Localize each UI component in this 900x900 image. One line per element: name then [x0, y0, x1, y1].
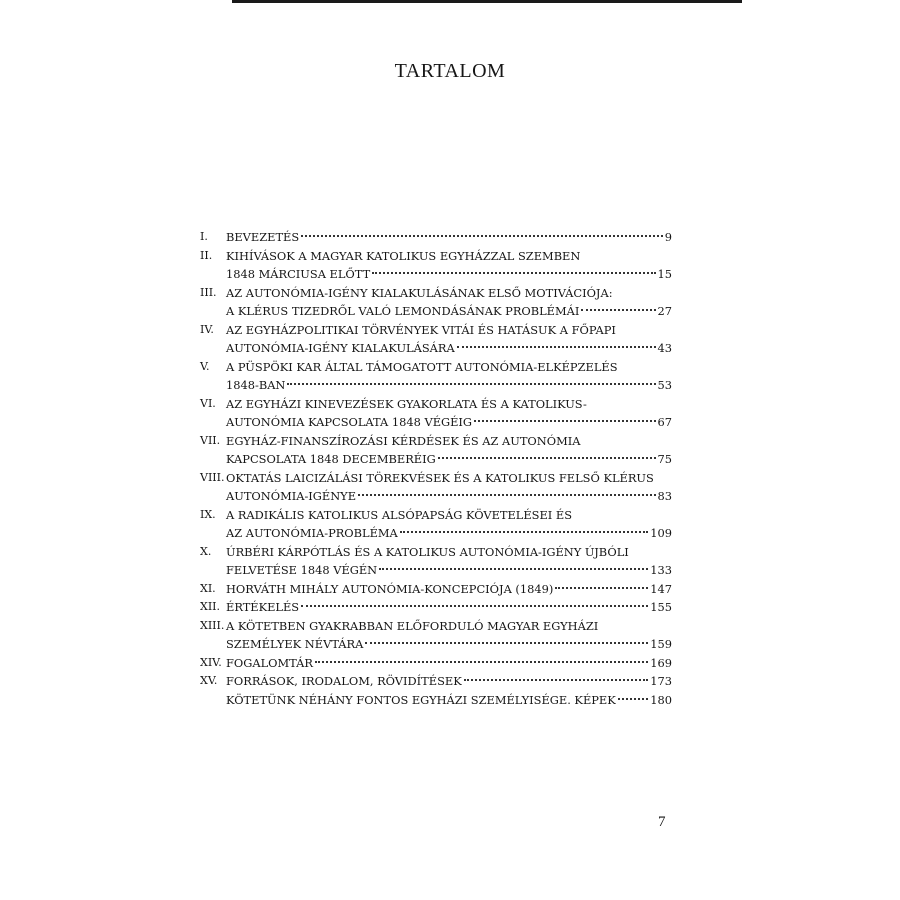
dot-leader: [301, 224, 663, 237]
toc-entry: [200, 247, 672, 284]
toc-entry-title-line: ÚRBÉRI KÁRPÓTLÁS ÉS A KATOLIKUS AUTONÓMIA-IGÉNY ÚJBÓLI: [226, 544, 629, 559]
toc-entry-title: A KLÉRUS TIZEDRŐL VALÓ LEMONDÁSÁNAK PROBLÉMÁI: [226, 304, 580, 318]
page-number: 7: [658, 814, 666, 830]
top-rule: [232, 0, 742, 3]
toc-entry-title: AZ AUTONÓMIA-PROBLÉMA: [226, 526, 398, 540]
toc-entry-page: 180: [650, 692, 672, 707]
dot-leader: [358, 483, 655, 496]
toc-entry-title-line: KIHÍVÁSOK A MAGYAR KATOLIKUS EGYHÁZZAL SZEMBEN: [226, 248, 581, 263]
dot-leader: [315, 650, 648, 663]
dot-leader: [618, 687, 649, 700]
dot-leader: [379, 557, 648, 570]
toc-entry-title: ÉRTÉKELÉS: [226, 600, 300, 614]
dot-leader: [555, 576, 648, 589]
toc-entry-title-line: AZ EGYHÁZPOLITIKAI TÖRVÉNYEK VITÁI ÉS HATÁSUK A FŐPAPI: [226, 322, 616, 337]
toc-entry-number: II.: [200, 248, 213, 262]
toc-entry-title: BEVEZETÉS: [226, 230, 300, 244]
dot-leader: [372, 261, 655, 274]
toc-entry-number: XII.: [200, 600, 221, 613]
toc-entry-title: FOGALOMTÁR: [226, 655, 313, 670]
toc-entry-page: 15: [657, 267, 672, 281]
toc-entry-number: IX.: [200, 507, 216, 521]
toc-entry-title-line: A KÖTETBEN GYAKRABBAN ELŐFORDULÓ MAGYAR EGYHÁZI: [226, 618, 599, 633]
toc-entry-title-line: A RADIKÁLIS KATOLIKUS ALSÓPAPSÁG KÖVETELÉSEI ÉS: [226, 507, 573, 522]
dot-leader: [438, 446, 656, 459]
toc-entry: [200, 228, 672, 247]
toc-entry: [200, 543, 672, 580]
dot-leader: [457, 335, 656, 348]
toc-entry-number: XV.: [200, 674, 218, 687]
toc-entry-number: XIV.: [200, 655, 222, 669]
toc-entry: [200, 358, 672, 395]
dot-leader: [400, 520, 648, 533]
toc-entry-page: 173: [650, 674, 672, 688]
dot-leader: [301, 594, 648, 607]
toc-entry-title: HORVÁTH MIHÁLY AUTONÓMIA-KONCEPCIÓJA (1849): [226, 581, 554, 596]
toc-entry: [200, 617, 672, 654]
toc-entry-number: XI.: [200, 581, 216, 595]
toc-entry-title: SZEMÉLYEK NÉVTÁRA: [226, 637, 364, 651]
toc-entry: [200, 321, 672, 358]
toc-entry-page: 155: [650, 600, 672, 614]
toc-entry: [200, 284, 672, 321]
toc-entry-title: AUTONÓMIA-IGÉNYE: [226, 489, 357, 503]
toc-entry-number: IV.: [200, 322, 214, 336]
toc-entry-page: 83: [657, 489, 672, 503]
toc-entry-title-line: A PÜSPÖKI KAR ÁLTAL TÁMOGATOTT AUTONÓMIA-ELKÉPZELÉS: [226, 359, 618, 374]
toc-entry: [200, 691, 672, 710]
page-title: TARTALOM: [394, 60, 506, 82]
toc-entry-number: VII.: [200, 433, 221, 447]
toc-entry-page: 159: [650, 637, 672, 651]
dot-leader: [474, 409, 655, 422]
toc-entry-page: 27: [657, 304, 672, 318]
toc-entry: [200, 432, 672, 469]
dot-leader: [464, 668, 649, 681]
toc-entry-page: 43: [657, 341, 672, 355]
toc-entry-title: 1848-BAN: [226, 378, 286, 392]
toc-entry-title: 1848 MÁRCIUSA ELŐTT: [226, 267, 371, 281]
toc-entry-page: 53: [657, 378, 672, 392]
table-of-contents: [200, 228, 672, 709]
toc-entry-title: FORRÁSOK, IRODALOM, RÖVIDÍTÉSEK: [226, 674, 462, 688]
toc-entry: [200, 672, 672, 691]
dot-leader: [287, 372, 655, 385]
dot-leader: [365, 631, 648, 644]
toc-entry-page: 67: [657, 415, 672, 429]
toc-entry-number: X.: [200, 544, 212, 558]
toc-entry-number: VI.: [200, 396, 216, 410]
toc-entry: [200, 395, 672, 432]
toc-entry-title: KAPCSOLATA 1848 DECEMBERÉIG: [226, 452, 436, 466]
toc-entry-number: V.: [200, 359, 210, 373]
toc-entry-title: AUTONÓMIA KAPCSOLATA 1848 VÉGÉIG: [226, 415, 473, 429]
toc-entry-title-line: AZ AUTONÓMIA-IGÉNY KIALAKULÁSÁNAK ELSŐ MOTIVÁCIÓJA:: [226, 285, 613, 300]
toc-entry-title-line: EGYHÁZ-FINANSZÍROZÁSI KÉRDÉSEK ÉS AZ AUTONÓMIA: [226, 433, 581, 448]
toc-entry-page: 9: [664, 230, 672, 244]
toc-entry-title-line: OKTATÁS LAICIZÁLÁSI TÖREKVÉSEK ÉS A KATOLIKUS FELSŐ KLÉRUS: [226, 470, 654, 485]
toc-entry-title: KÖTETÜNK NÉHÁNY FONTOS EGYHÁZI SZEMÉLYISÉGE. KÉPEK: [226, 692, 616, 707]
toc-entry-page: 147: [650, 581, 672, 596]
toc-entry-page: 109: [650, 526, 672, 540]
toc-entry-page: 169: [650, 655, 672, 670]
toc-entry: [200, 506, 672, 543]
toc-entry-number: XIII.: [200, 618, 225, 632]
toc-entry-number: III.: [200, 285, 217, 299]
toc-entry-number: VIII.: [200, 470, 225, 484]
dot-leader: [581, 298, 655, 311]
toc-entry-title: AUTONÓMIA-IGÉNY KIALAKULÁSÁRA: [226, 341, 455, 355]
toc-entry-page: 75: [657, 452, 672, 466]
toc-entry: [200, 469, 672, 506]
toc-entry-title: FELVETÉSE 1848 VÉGÉN: [226, 563, 378, 577]
toc-entry-page: 133: [650, 563, 672, 577]
toc-entry: [200, 598, 672, 617]
toc-entry-title-line: AZ EGYHÁZI KINEVEZÉSEK GYAKORLATA ÉS A KATOLIKUS-: [226, 396, 587, 411]
toc-entry-number: I.: [200, 230, 208, 243]
